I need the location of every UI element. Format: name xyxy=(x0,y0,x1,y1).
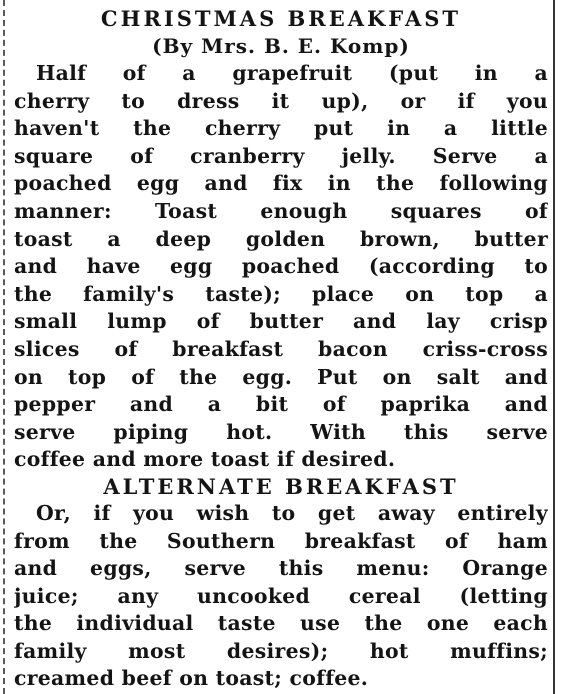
body-line: the family's taste); place on top a xyxy=(14,281,548,306)
body-line: haven't the cherry put in a little xyxy=(14,116,548,141)
body-line: coffee and more toast if desired. xyxy=(14,447,396,472)
body-line: manner: Toast enough squares of xyxy=(14,198,548,223)
body-line: and have egg poached (according to xyxy=(14,254,548,279)
body-line: juice; any uncooked cereal (letting xyxy=(14,583,548,608)
article-body-christmas-breakfast xyxy=(14,60,548,474)
column-rule-left xyxy=(3,0,5,694)
column-rule-right xyxy=(553,0,555,694)
body-line: the individual taste use the one each xyxy=(14,611,548,636)
body-line: serve piping hot. With this serve xyxy=(14,419,548,444)
body-line: slices of breakfast bacon criss-cross xyxy=(14,336,548,361)
body-line: from the Southern breakfast of ham xyxy=(14,528,548,553)
body-line: family most desires); hot muffins; xyxy=(14,638,548,663)
body-line: Half of a grapefruit (put in a xyxy=(36,61,548,85)
text-column xyxy=(14,6,548,693)
headline-christmas-breakfast: CHRISTMAS BREAKFAST xyxy=(100,6,462,31)
byline: (By Mrs. B. E. Komp) xyxy=(152,34,410,58)
body-line: pepper and a bit of paprika and xyxy=(14,392,548,417)
body-line: small lump of butter and lay crisp xyxy=(14,309,548,334)
headline-alternate-breakfast: ALTERNATE BREAKFAST xyxy=(103,473,459,499)
body-line: cherry to dress it up), or if you xyxy=(14,88,548,113)
article-body-alternate-breakfast xyxy=(14,500,548,693)
body-line: and eggs, serve this menu: Orange xyxy=(14,556,548,581)
body-line: toast a deep golden brown, butter xyxy=(14,226,548,251)
body-line: Or, if you wish to get away entirely xyxy=(36,500,548,525)
body-line: square of cranberry jelly. Serve a xyxy=(14,143,548,168)
body-line: poached egg and fix in the following xyxy=(14,171,548,196)
body-line: creamed beef on toast; coffee. xyxy=(14,666,369,691)
body-line: on top of the egg. Put on salt and xyxy=(14,364,548,389)
